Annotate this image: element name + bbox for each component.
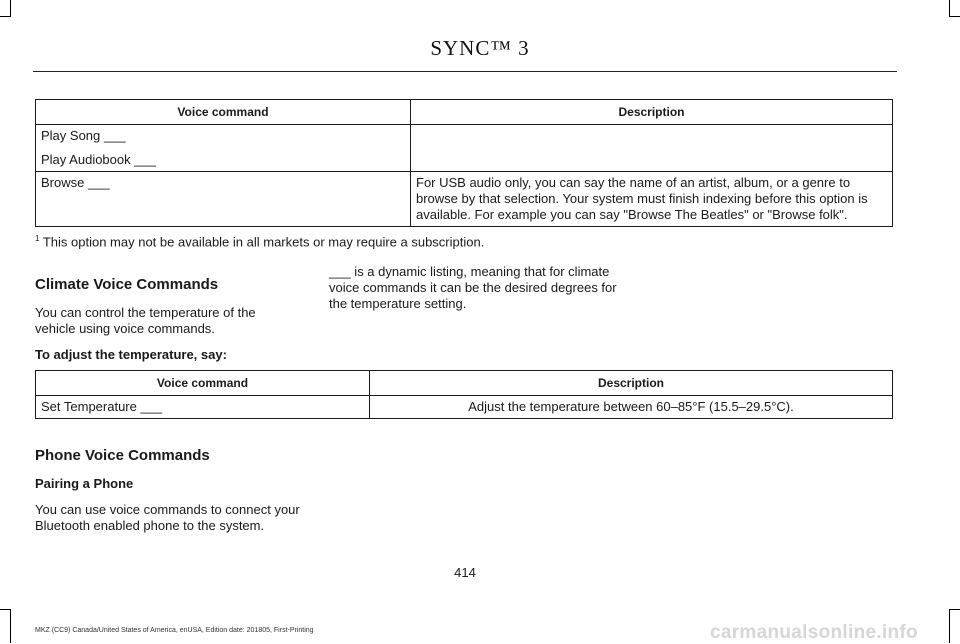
command-text: Browse ___ xyxy=(41,175,110,190)
table-row xyxy=(36,396,893,419)
crop-mark-bottom-left-v xyxy=(10,609,11,643)
phone-heading: Phone Voice Commands xyxy=(35,447,210,464)
phone-intro: You can use voice commands to connect your Bluetooth enabled phone to the system. xyxy=(35,502,300,533)
description-cell: Adjust the temperature between 60–85°F (15.5–29.5°C). xyxy=(370,396,893,419)
crop-mark-bottom-right-h xyxy=(949,609,960,610)
crop-mark-top-right-v xyxy=(949,0,950,16)
climate-heading: Climate Voice Commands xyxy=(35,276,219,293)
crop-mark-top-left-h xyxy=(0,16,11,17)
footnote xyxy=(35,234,484,249)
table-header-voice-command: Voice command xyxy=(36,371,370,396)
page-number: 414 xyxy=(454,565,476,580)
climate-intro: You can control the temperature of the vehicle using voice commands. xyxy=(35,305,256,336)
command-cell: Set Temperature ___ xyxy=(36,396,370,419)
description-cell xyxy=(411,125,893,172)
page-header-title: SYNC™ 3 xyxy=(430,36,530,60)
command-text: Play Song ___ xyxy=(41,128,126,143)
header-rule xyxy=(33,71,897,72)
crop-mark-top-right-h xyxy=(949,16,960,17)
watermark-logo: carmanualsonline.info xyxy=(710,622,918,643)
table-row xyxy=(36,125,893,172)
command-cell xyxy=(36,172,411,227)
media-voice-command-table xyxy=(35,99,893,227)
crop-mark-bottom-left-h xyxy=(0,609,11,610)
description-cell: For USB audio only, you can say the name of an artist, album, or a genre to browse by that selection. Your system must finish indexing before this option is available. For example you can say "Browse The Beatles" or "Browse folk". xyxy=(411,172,893,227)
crop-mark-top-left-v xyxy=(10,0,11,16)
pairing-subheading: Pairing a Phone xyxy=(35,476,134,491)
climate-dynamic-note: ___ is a dynamic listing, meaning that for climate voice commands it can be the desired degrees for the temperature setting. xyxy=(329,264,617,311)
footnote-marker: 1 xyxy=(35,234,40,243)
crop-mark-bottom-right-v xyxy=(949,609,950,643)
table-header-description: Description xyxy=(370,371,893,396)
climate-voice-command-table xyxy=(35,370,893,419)
footnote-text: This option may not be available in all markets or may require a subscription. xyxy=(42,234,485,250)
command-cell xyxy=(36,125,411,172)
adjust-temperature-label: To adjust the temperature, say: xyxy=(35,347,227,362)
table-row xyxy=(36,172,893,227)
table-header-description: Description xyxy=(411,100,893,125)
edition-line: MKZ (CC9) Canada/United States of America, enUSA, Edition date: 201805, First-Printing xyxy=(35,627,314,634)
command-text: Play Audiobook ___ xyxy=(41,152,156,167)
table-header-voice-command: Voice command xyxy=(36,100,411,125)
